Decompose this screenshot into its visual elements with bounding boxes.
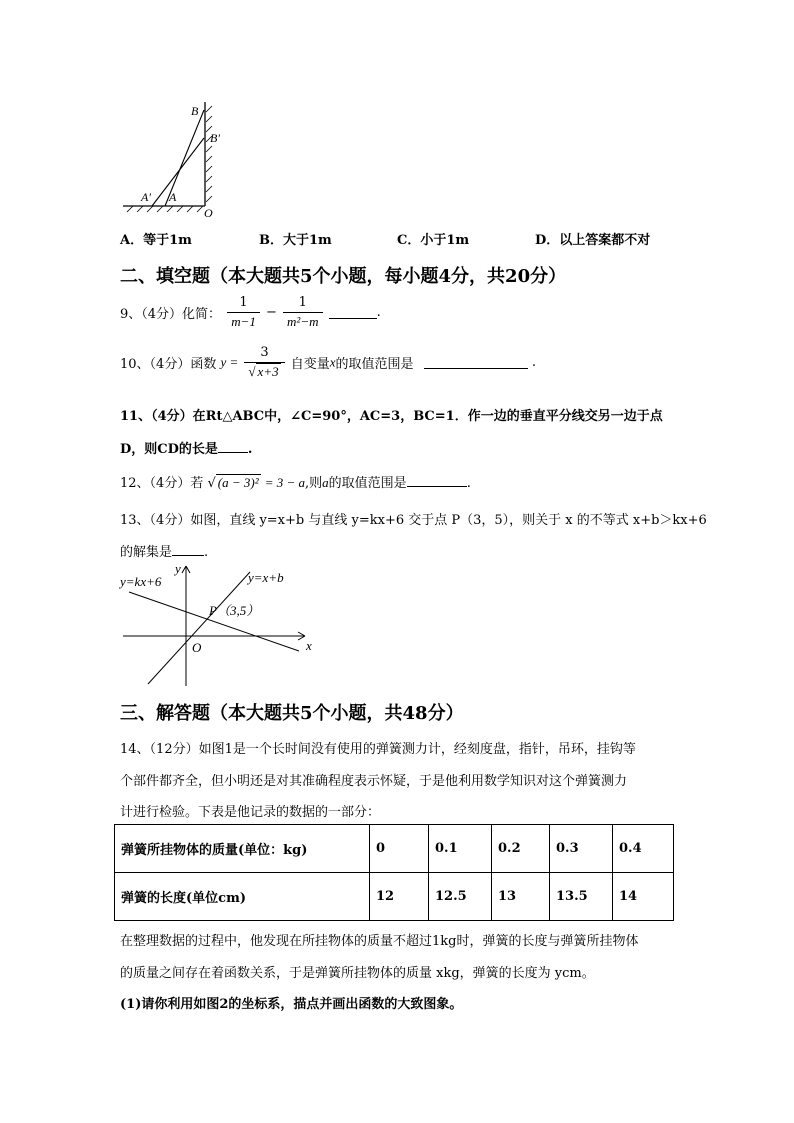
q14-line1: 14、（12分）如图1是一个长时间没有使用的弹簧测力计，经刻度盘，指针，吊环，挂钩等 [120,742,636,757]
table-row [115,873,674,921]
sqrt-sign-icon: √ [207,476,216,491]
table-cell: 13 [492,873,550,921]
table-cell: 13.5 [550,873,613,921]
table-row [115,825,674,873]
line-kx-plus-6 [129,592,299,651]
label-a-prime: A′ [141,190,151,204]
q10-fraction: $\frac{3}{√ x+3}$ [244,344,284,381]
label-b-prime: B′ [210,131,220,145]
q11-answer-blank[interactable] [218,440,248,453]
table-cell: 14 [613,873,674,921]
question-10: 10、（4分）函数 y = $\frac{3}{√ x+3}$ 自变量x的取值范围是 . [120,345,536,379]
sqrt-sign-icon: √ [248,364,256,379]
q8-option-c: C．小于1m [397,233,470,248]
label-o: O [204,206,213,220]
label-b: B [191,104,199,118]
table-cell: 0 [370,825,429,873]
table-cell: 0.3 [550,825,613,873]
after-table-line3: (1)请你利用如图2的坐标系，描点并画出函数的大致图象。 [120,997,463,1012]
q9-answer-blank[interactable] [329,306,377,319]
q8-option-d: D．以上答案都不对 [535,233,651,248]
row-label: 弹簧所挂物体的质量(单位：kg) [115,825,370,873]
label-origin: O [192,640,202,655]
table-cell: 0.1 [429,825,492,873]
table-cell: 0.4 [613,825,674,873]
row-label: 弹簧的长度(单位cm) [115,873,370,921]
q9-fraction-2: $\frac{1}{\text{m²−m}}$ [283,294,322,331]
q12-answer-blank[interactable] [407,474,467,487]
label-a: A [169,190,177,204]
q8-option-b: B．大于1m [259,233,332,248]
q11-line2: D，则CD的长是 . [120,442,253,457]
label-y-axis: y [175,562,181,576]
after-table-line1: 在整理数据的过程中，他发现在所挂物体的质量不超过1kg时，弹簧的长度与弹簧所挂物体 [120,934,639,949]
line-x-plus-b [148,572,250,684]
q11-line1: 11、（4分）在Rt△ABC中，∠C=90°，AC=3，BC=1．作一边的垂直平分线交另一边于点 [120,409,663,424]
q14-line2: 个部件都齐全，但小明还是对其准确程度表示怀疑，于是他利用数学知识对这个弹簧测力 [120,774,628,789]
label-line-kx6: y=kx+6 [120,574,162,589]
question-12: 12、（4分）若 √ (a − 3)² = 3 − a,则a的取值范围是 . [120,475,471,491]
label-x-axis: x [306,638,312,653]
data-table [114,824,674,921]
table-cell: 12.5 [429,873,492,921]
q9-prefix: 9、（4分）化简： [120,307,222,322]
after-table-line2: 的质量之间存在着函数关系，于是弹簧所挂物体的质量 xkg，弹簧的长度为 ycm。 [120,966,595,981]
q14-line3: 计进行检验。下表是他记录的数据的一部分： [120,805,381,820]
q8-option-a: A．等于1m [120,233,192,248]
q10-answer-blank[interactable] [424,356,528,369]
q13-answer-blank[interactable] [172,543,204,556]
question-9: 9、（4分）化简： $\frac{1}{m-1}$ − $\frac{1}{\text{m²−m}}$ . [120,295,381,329]
q13-line2: 的解集是 . [120,545,209,560]
q9-fraction-1: $\frac{1}{m-1}$ [227,294,260,331]
q13-line1: 13、（4分）如图，直线 y=x+b 与直线 y=kx+6 交于点 P（3，5），则关于 x 的不等式 x+b＞kx+6 [120,513,707,528]
table-cell: 12 [370,873,429,921]
table-cell: 0.2 [492,825,550,873]
label-point-p: P（3,5） [209,603,260,618]
ladder-figure [115,98,225,220]
section2-title: 二、填空题（本大题共5个小题，每小题4分，共20分） [120,266,567,287]
label-line-xb: y=x+b [248,570,284,585]
section3-title: 三、解答题（本大题共5个小题，共48分） [120,703,464,724]
coordinate-figure [115,562,325,690]
